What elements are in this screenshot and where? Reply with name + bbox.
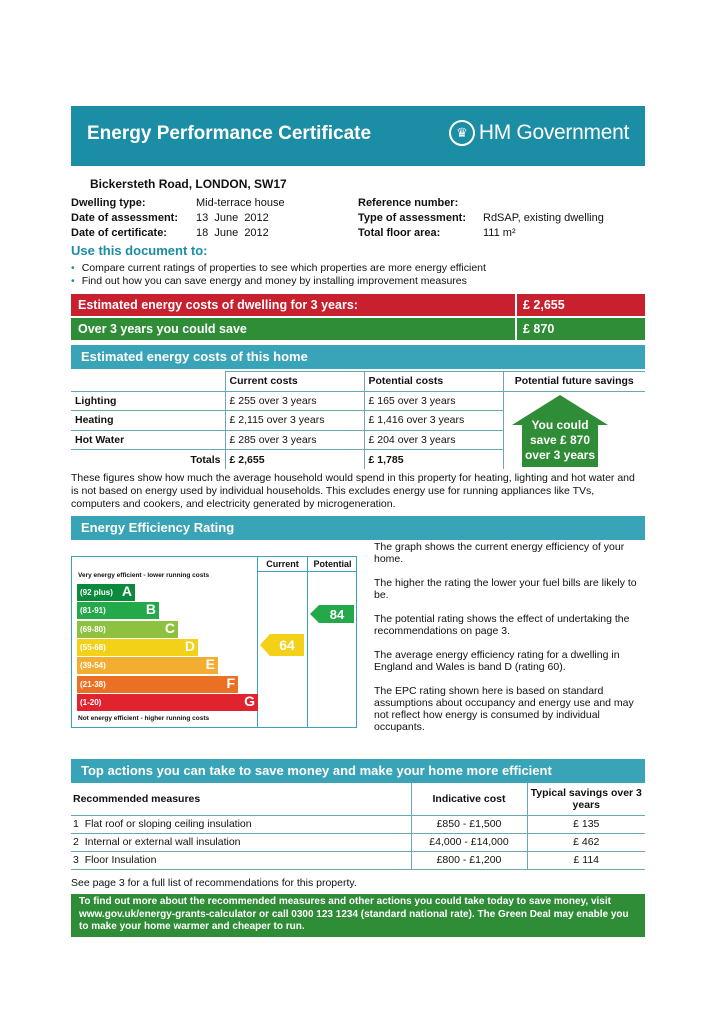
totals-label: Totals <box>71 450 225 470</box>
floor-area-label: Total floor area: <box>358 227 441 239</box>
bottom-note: Not energy efficient - higher running costs <box>78 715 210 722</box>
band-letter: D <box>184 637 195 654</box>
col-header-current: Current costs <box>225 372 364 392</box>
rating-section-title: Energy Efficiency Rating <box>71 516 645 540</box>
savings-label: Over 3 years you could save <box>71 318 517 340</box>
arrow-line-1: You could <box>531 418 589 432</box>
band-letter: B <box>145 601 156 618</box>
savings-bar <box>71 318 645 340</box>
dwelling-type-label: Dwelling type: <box>71 197 146 209</box>
royal-crest-icon: ♛ <box>449 120 475 146</box>
type-assessment-label: Type of assessment: <box>358 212 467 224</box>
band-letter: C <box>164 619 175 636</box>
date-certificate-value: 18 June 2012 <box>196 227 269 239</box>
potential-cost: £ 165 over 3 years <box>364 391 503 411</box>
current-cost: £ 2,115 over 3 years <box>225 411 364 431</box>
row-label: Heating <box>71 411 225 431</box>
current-cost: £ 255 over 3 years <box>225 391 364 411</box>
rating-band-e <box>77 657 218 674</box>
top-note: Very energy efficient - lower running costs <box>78 572 210 579</box>
use-document-title: Use this document to: <box>71 243 208 258</box>
bullet-dot-icon: • <box>71 275 75 287</box>
estimated-cost-bar <box>71 294 645 316</box>
band-letter: G <box>244 692 255 709</box>
measure-saving: £ 135 <box>527 815 645 833</box>
gov-logo-text: HM Government <box>478 121 629 144</box>
savings-value: £ 870 <box>523 322 555 336</box>
actions-section-title: Top actions you can take to save money and make your home more efficient <box>71 759 645 783</box>
band-range: (39-54) <box>80 661 106 671</box>
measure-number: 3 <box>73 854 79 866</box>
see-page-note: See page 3 for a full list of recommendations for this property. <box>71 877 357 889</box>
current-rating: 64 <box>279 637 295 653</box>
arrow-line-2: save £ 870 <box>529 433 591 447</box>
up-arrow-icon <box>512 395 608 467</box>
row-label: Lighting <box>71 391 225 411</box>
rating-band-c <box>77 621 178 638</box>
band-letter: A <box>121 583 132 599</box>
efficiency-rating-chart <box>71 556 357 728</box>
page-title: Energy Performance Certificate <box>87 123 372 144</box>
reference-label: Reference number: <box>358 197 459 209</box>
measure-cost: £4,000 - £14,000 <box>411 833 527 851</box>
table-header-row <box>71 783 645 815</box>
rating-band-f <box>77 676 238 693</box>
band-range: (1-20) <box>80 697 102 707</box>
rating-band-a <box>77 584 135 601</box>
header-banner <box>71 106 645 166</box>
current-cost: £ 285 over 3 years <box>225 430 364 450</box>
col-header-future-savings: Potential future savings <box>503 372 645 392</box>
measure-name: Floor Insulation <box>84 854 157 866</box>
rating-text-3: The potential rating shows the effect of undertaking the recommendations on page 3. <box>374 613 630 637</box>
measure-name: Internal or external wall insulation <box>84 836 241 848</box>
use-bullet: • Find out how you can save energy and money by installing improvement measures <box>71 275 467 287</box>
band-range: (81-91) <box>80 606 106 616</box>
info-box: To find out more about the recommended measures and other actions you could take today to save money, visit www.gov.uk/energy-grants-calculator or call 0300 123 1234 (standard national rate). The Green Deal may enable you to make your home warmer and cheaper to run. <box>71 894 645 937</box>
measure-cost: £850 - £1,500 <box>411 815 527 833</box>
potential-rating: 84 <box>329 607 345 622</box>
band-range: (21-38) <box>80 679 106 689</box>
measure-number: 2 <box>73 836 79 848</box>
rating-text-5: The EPC rating shown here is based on standard assumptions about occupancy and energy use and may not reflect how energy is consumed by individual occupants. <box>374 685 634 733</box>
row-label: Hot Water <box>71 430 225 450</box>
rating-band-b <box>77 602 159 619</box>
band-range: (55-68) <box>80 642 106 652</box>
current-rating-marker <box>260 634 306 656</box>
table-header-row <box>71 372 645 392</box>
band-range: (92 plus) <box>80 588 113 597</box>
table-row <box>71 815 645 833</box>
estimated-cost-label: Estimated energy costs of dwelling for 3 years: <box>71 294 517 316</box>
measures-table <box>71 783 645 870</box>
col-potential: Potential <box>313 559 352 569</box>
measure-number: 1 <box>73 818 79 830</box>
col-header-measures: Recommended measures <box>71 783 411 815</box>
floor-area-value: 111 m² <box>483 227 516 239</box>
costs-section-title: Estimated energy costs of this home <box>71 345 645 369</box>
rating-text-2: The higher the rating the lower your fuel bills are likely to be. <box>374 577 637 601</box>
hm-government-logo <box>449 120 629 146</box>
totals-potential: £ 1,785 <box>364 450 503 470</box>
property-address: Bickersteth Road, LONDON, SW17 <box>90 177 287 191</box>
band-letter: E <box>205 656 215 673</box>
potential-cost: £ 1,416 over 3 years <box>364 411 503 431</box>
costs-note: These figures show how much the average household would spend in this property for heating, lighting and hot water and is not based on energy used by individual households. This excludes energy use for running appliances like TVs, computers and cookers, and electricity generated by microgeneration. <box>71 472 635 510</box>
measure-cost: £800 - £1,200 <box>411 851 527 869</box>
measure-saving: £ 114 <box>527 851 645 869</box>
table-row <box>71 833 645 851</box>
rating-band-d <box>77 639 198 656</box>
estimated-cost-value: £ 2,655 <box>523 298 565 312</box>
col-header-cost: Indicative cost <box>411 783 527 815</box>
band-range: (69-80) <box>80 624 106 634</box>
savings-arrow <box>512 395 608 467</box>
col-header-potential: Potential costs <box>364 372 503 392</box>
date-certificate-label: Date of certificate: <box>71 227 167 239</box>
use-bullet: • Compare current ratings of properties to see which properties are more energy efficient <box>71 262 486 274</box>
totals-current: £ 2,655 <box>225 450 364 470</box>
band-letter: F <box>226 674 235 691</box>
type-assessment-value: RdSAP, existing dwelling <box>483 212 604 224</box>
date-assessment-label: Date of assessment: <box>71 212 178 224</box>
bullet-dot-icon: • <box>71 262 75 274</box>
measure-name: Flat roof or sloping ceiling insulation <box>84 818 252 830</box>
rating-text-1: The graph shows the current energy efficiency of your home. <box>374 541 625 565</box>
dwelling-type-value: Mid-terrace house <box>196 197 285 209</box>
rating-band-g <box>77 694 258 711</box>
col-header-savings: Typical savings over 3 years <box>527 783 645 815</box>
col-current: Current <box>266 559 299 569</box>
potential-rating-marker <box>310 605 356 623</box>
arrow-line-3: over 3 years <box>524 448 596 462</box>
date-assessment-value: 13 June 2012 <box>196 212 269 224</box>
rating-text-4: The average energy efficiency rating for a dwelling in England and Wales is band D (rating 60). <box>374 649 620 673</box>
table-row <box>71 851 645 869</box>
potential-cost: £ 204 over 3 years <box>364 430 503 450</box>
measure-saving: £ 462 <box>527 833 645 851</box>
